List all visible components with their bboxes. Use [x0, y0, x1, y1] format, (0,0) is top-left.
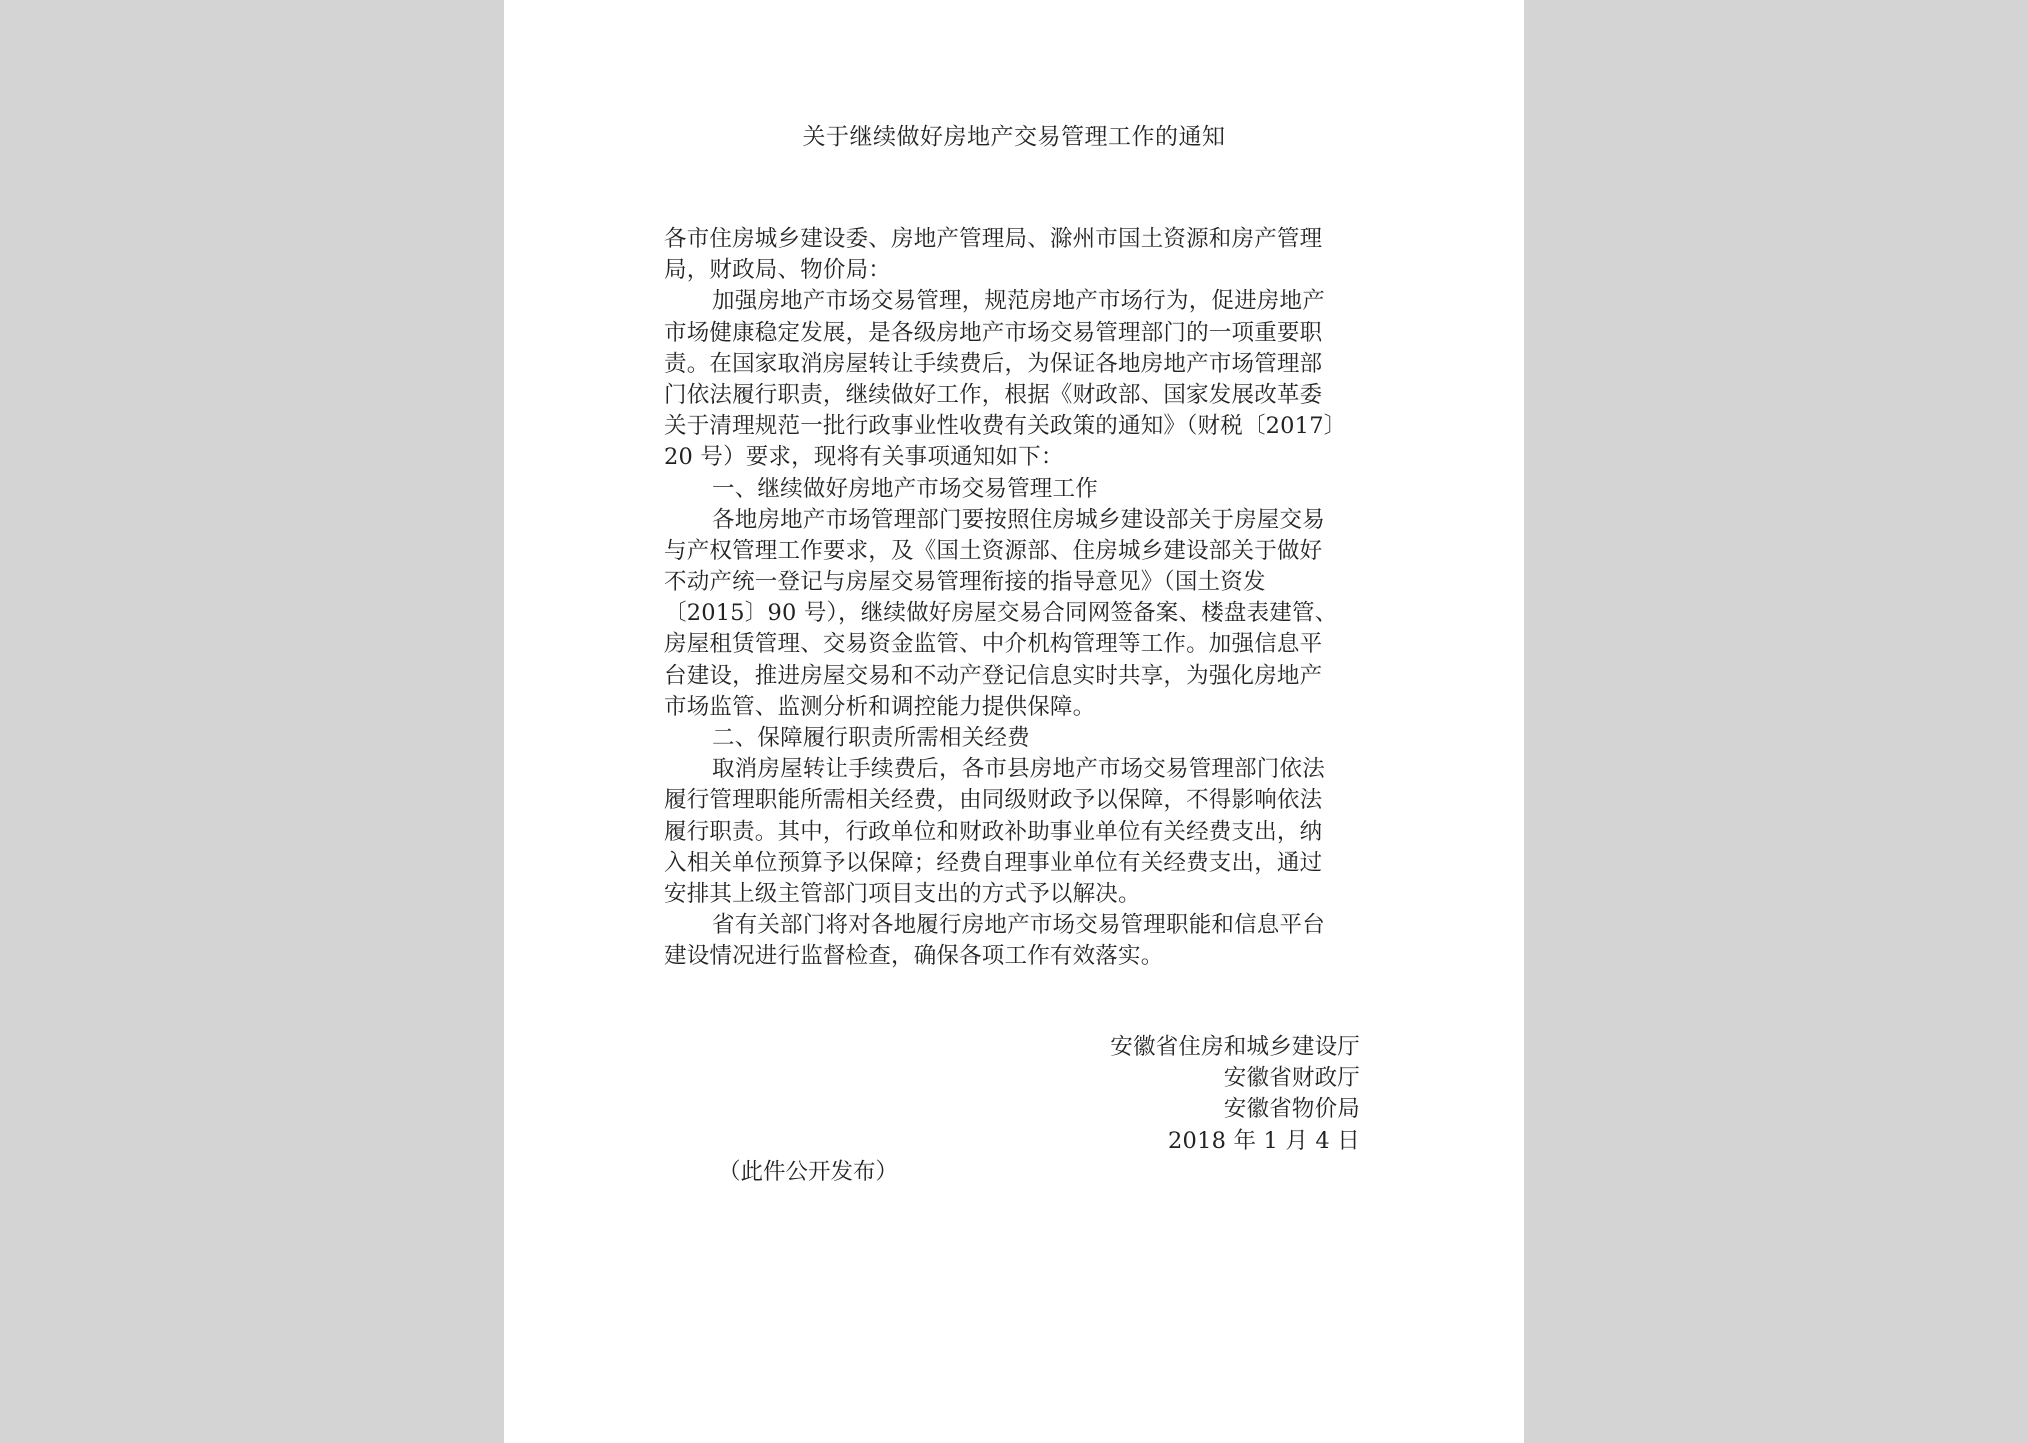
publication-note: （此件公开发布）	[718, 1159, 899, 1185]
paragraph-line: 门依法履行职责，继续做好工作，根据《财政部、国家发展改革委	[664, 381, 1323, 408]
paragraph-line: 各地房地产市场管理部门要按照住房城乡建设部关于房屋交易	[712, 506, 1325, 533]
paragraph-line: 关于清理规范一批行政事业性收费有关政策的通知》（财税〔2017〕	[664, 413, 1347, 440]
paragraph-line: 20 号）要求，现将有关事项通知如下：	[664, 444, 1064, 471]
paragraph-line: 建设情况进行监督检查，确保各项工作有效落实。	[664, 943, 1164, 970]
addressee-line: 各市住房城乡建设委、房地产管理局、滁州市国土资源和房产管理	[664, 226, 1323, 252]
addressee-line: 局，财政局、物价局：	[664, 257, 892, 284]
paragraph-line: 责。在国家取消房屋转让手续费后，为保证各地房地产市场管理部	[664, 350, 1323, 377]
document-body	[664, 224, 1384, 973]
paragraph-line: 台建设，推进房屋交易和不动产登记信息实时共享，为强化房地产	[664, 662, 1323, 689]
paragraph-line: 与产权管理工作要求，及《国土资源部、住房城乡建设部关于做好	[664, 537, 1323, 564]
paragraph-line: 省有关部门将对各地履行房地产市场交易管理职能和信息平台	[712, 912, 1325, 939]
paragraph-line: 履行职责。其中，行政单位和财政补助事业单位有关经费支出，纳	[664, 818, 1323, 845]
paragraph-line: 加强房地产市场交易管理，规范房地产市场行为，促进房地产	[712, 288, 1325, 315]
issuer-name: 安徽省住房和城乡建设厅	[1110, 1034, 1360, 1060]
issuer-name: 安徽省物价局	[1223, 1096, 1360, 1123]
paragraph-line: 〔2015〕90 号），继续做好房屋交易合同网签备案、楼盘表建管、	[664, 600, 1338, 627]
section-heading: 一、继续做好房地产市场交易管理工作	[712, 475, 1098, 502]
issuer-name: 安徽省财政厅	[1223, 1065, 1360, 1092]
paragraph-line: 安排其上级主管部门项目支出的方式予以解决。	[664, 880, 1141, 907]
paragraph-line: 市场监管、监测分析和调控能力提供保障。	[664, 693, 1096, 720]
paragraph-line: 履行管理职能所需相关经费，由同级财政予以保障，不得影响依法	[664, 787, 1323, 814]
issue-date: 2018 年 1 月 4 日	[1168, 1127, 1360, 1154]
paragraph-line: 房屋租赁管理、交易资金监管、中介机构管理等工作。加强信息平	[664, 631, 1323, 658]
paragraph-line: 入相关单位预算予以保障；经费自理事业单位有关经费支出，通过	[664, 849, 1323, 876]
section-heading: 二、保障履行职责所需相关经费	[712, 725, 1030, 751]
paragraph-line: 取消房屋转让手续费后，各市县房地产市场交易管理部门依法	[712, 756, 1325, 783]
issuer-block	[1110, 1032, 1360, 1157]
paragraph-line: 不动产统一登记与房屋交易管理衔接的指导意见》（国土资发	[664, 569, 1266, 596]
document-title: 关于继续做好房地产交易管理工作的通知	[802, 124, 1226, 150]
document-page	[504, 0, 1524, 1443]
paragraph-line: 市场健康稳定发展，是各级房地产市场交易管理部门的一项重要职	[664, 319, 1323, 346]
